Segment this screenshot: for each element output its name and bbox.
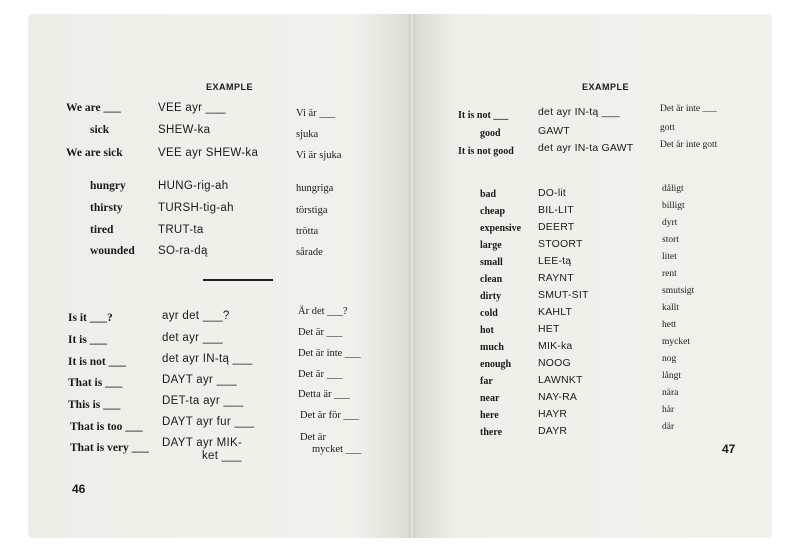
word-pronunciation: HAYR	[538, 408, 568, 420]
word-english: cheap	[480, 206, 505, 217]
phrase-english: We are sick	[66, 147, 123, 159]
phrase-english: Is it ___?	[68, 312, 113, 324]
phrase-english: sick	[90, 124, 110, 136]
word-swedish: törstiga	[296, 205, 328, 216]
word-english: here	[480, 410, 499, 421]
phrase-pronunciation: det ayr IN-tą ___	[538, 106, 620, 118]
phrase-swedish: Det är ___	[298, 327, 343, 338]
word-swedish: nog	[662, 354, 677, 364]
phrase-pronunciation: VEE ayr ___	[158, 102, 226, 114]
word-pronunciation: SMUT-SIT	[538, 289, 589, 301]
phrase-english: We are ___	[66, 102, 121, 114]
open-book	[28, 14, 780, 538]
phrase-pronunciation: det ayr IN-tą ___	[162, 353, 253, 365]
page-number: 47	[722, 442, 736, 456]
word-swedish: dyrt	[662, 218, 678, 228]
phrase-swedish: Det är ___	[298, 369, 343, 380]
word-pronunciation: BIL-LIT	[538, 204, 574, 216]
word-english: hot	[480, 325, 494, 336]
word-swedish: sårade	[296, 247, 323, 258]
word-pronunciation: MIK-ka	[538, 340, 573, 352]
word-pronunciation: RAYNT	[538, 272, 574, 284]
phrase-swedish: Är det ___?	[298, 306, 348, 317]
phrase-english: That is too ___	[70, 421, 143, 433]
word-swedish: hett	[662, 320, 677, 330]
left-page	[28, 14, 412, 538]
phrase-swedish: sjuka	[296, 129, 319, 140]
word-pronunciation: HET	[538, 323, 560, 335]
word-pronunciation: STOORT	[538, 238, 583, 250]
word-swedish: billigt	[662, 201, 685, 211]
section-divider	[203, 279, 273, 281]
word-english: expensive	[480, 223, 522, 234]
word-swedish: mycket	[662, 337, 690, 347]
phrase-english: It is not good	[458, 146, 514, 157]
phrase-pronunciation: DAYT ayr fur ___	[162, 416, 255, 428]
phrase-english: It is not ___	[458, 110, 509, 121]
word-english: clean	[480, 274, 503, 285]
word-english: there	[480, 427, 503, 438]
phrase-english: It is not ___	[68, 356, 126, 368]
word-english: bad	[480, 189, 497, 200]
word-swedish: kallt	[662, 303, 679, 313]
phrase-english: good	[480, 128, 501, 139]
phrase-english: That is ___	[68, 377, 123, 389]
phrase-swedish: Vi är sjuka	[296, 150, 342, 161]
left-example-header: EXAMPLE	[206, 82, 254, 92]
phrase-swedish: Det är inte ___	[298, 348, 361, 359]
page-number: 46	[72, 482, 86, 496]
phrase-swedish: Detta är ___	[298, 389, 350, 400]
word-swedish: här	[662, 405, 675, 415]
word-swedish: rent	[662, 269, 677, 279]
phrase-pronunciation: VEE ayr SHEW-ka	[158, 147, 259, 159]
word-english: dirty	[480, 291, 502, 302]
phrase-english: This is ___	[68, 399, 121, 411]
word-english: far	[480, 376, 493, 387]
word-pronunciation: DO-lit	[538, 187, 567, 199]
phrase-pronunciation: DAYT ayr MIK-	[162, 437, 243, 449]
word-pronunciation: KAHLT	[538, 306, 573, 318]
phrase-english: It is ___	[68, 334, 107, 346]
word-english: cold	[480, 308, 498, 319]
word-swedish: stort	[662, 235, 679, 245]
word-pronunciation: DAYR	[538, 425, 568, 437]
phrase-pronunciation: GAWT	[538, 125, 570, 137]
phrase-pronunciation: DAYT ayr ___	[162, 374, 237, 386]
word-swedish: trötta	[296, 226, 319, 237]
phrase-pronunciation-continued: ket ___	[202, 450, 242, 462]
book-spine	[409, 14, 415, 538]
word-pronunciation: HUNG-rig-ah	[158, 180, 229, 192]
phrase-pronunciation: det ayr IN-ta GAWT	[538, 142, 634, 154]
phrase-swedish-continued: mycket ___	[312, 444, 362, 455]
word-english: thirsty	[90, 202, 123, 214]
right-page	[412, 14, 772, 538]
word-swedish: dåligt	[662, 184, 684, 194]
phrase-swedish: Det är inte gott	[660, 140, 718, 150]
word-pronunciation: NOOG	[538, 357, 571, 369]
phrase-english: That is very ___	[70, 442, 149, 454]
word-swedish: långt	[662, 371, 681, 381]
word-english: enough	[480, 359, 512, 370]
word-english: hungry	[90, 180, 126, 192]
word-swedish: nära	[662, 388, 679, 398]
word-pronunciation: TURSH-tig-ah	[158, 202, 234, 214]
word-pronunciation: LEE-tą	[538, 255, 572, 267]
word-english: tired	[90, 224, 114, 236]
word-swedish: där	[662, 422, 675, 432]
word-swedish: hungriga	[296, 183, 334, 194]
word-english: wounded	[90, 245, 135, 257]
word-pronunciation: DEERT	[538, 221, 575, 233]
word-english: small	[480, 257, 503, 268]
phrase-swedish: Det är	[300, 432, 326, 443]
phrase-swedish: Vi är ___	[296, 108, 336, 119]
phrase-pronunciation: SHEW-ka	[158, 124, 211, 136]
phrase-swedish: Det är för ___	[300, 410, 360, 421]
phrase-pronunciation: det ayr ___	[162, 332, 223, 344]
word-english: near	[480, 393, 500, 404]
word-english: large	[480, 240, 502, 251]
right-example-header: EXAMPLE	[582, 82, 630, 92]
word-swedish: smutsigt	[662, 286, 695, 296]
word-pronunciation: LAWNKT	[538, 374, 583, 386]
phrase-swedish: gott	[660, 123, 675, 133]
phrase-pronunciation: DET-ta ayr ___	[162, 395, 244, 407]
word-swedish: litet	[662, 252, 677, 262]
phrase-pronunciation: ayr det ___?	[162, 310, 230, 322]
word-pronunciation: SO-ra-dą	[158, 245, 208, 257]
word-pronunciation: NAY-RA	[538, 391, 578, 403]
word-pronunciation: TRUT-ta	[158, 224, 204, 236]
word-english: much	[480, 342, 504, 353]
phrase-swedish: Det är inte ___	[660, 104, 717, 114]
